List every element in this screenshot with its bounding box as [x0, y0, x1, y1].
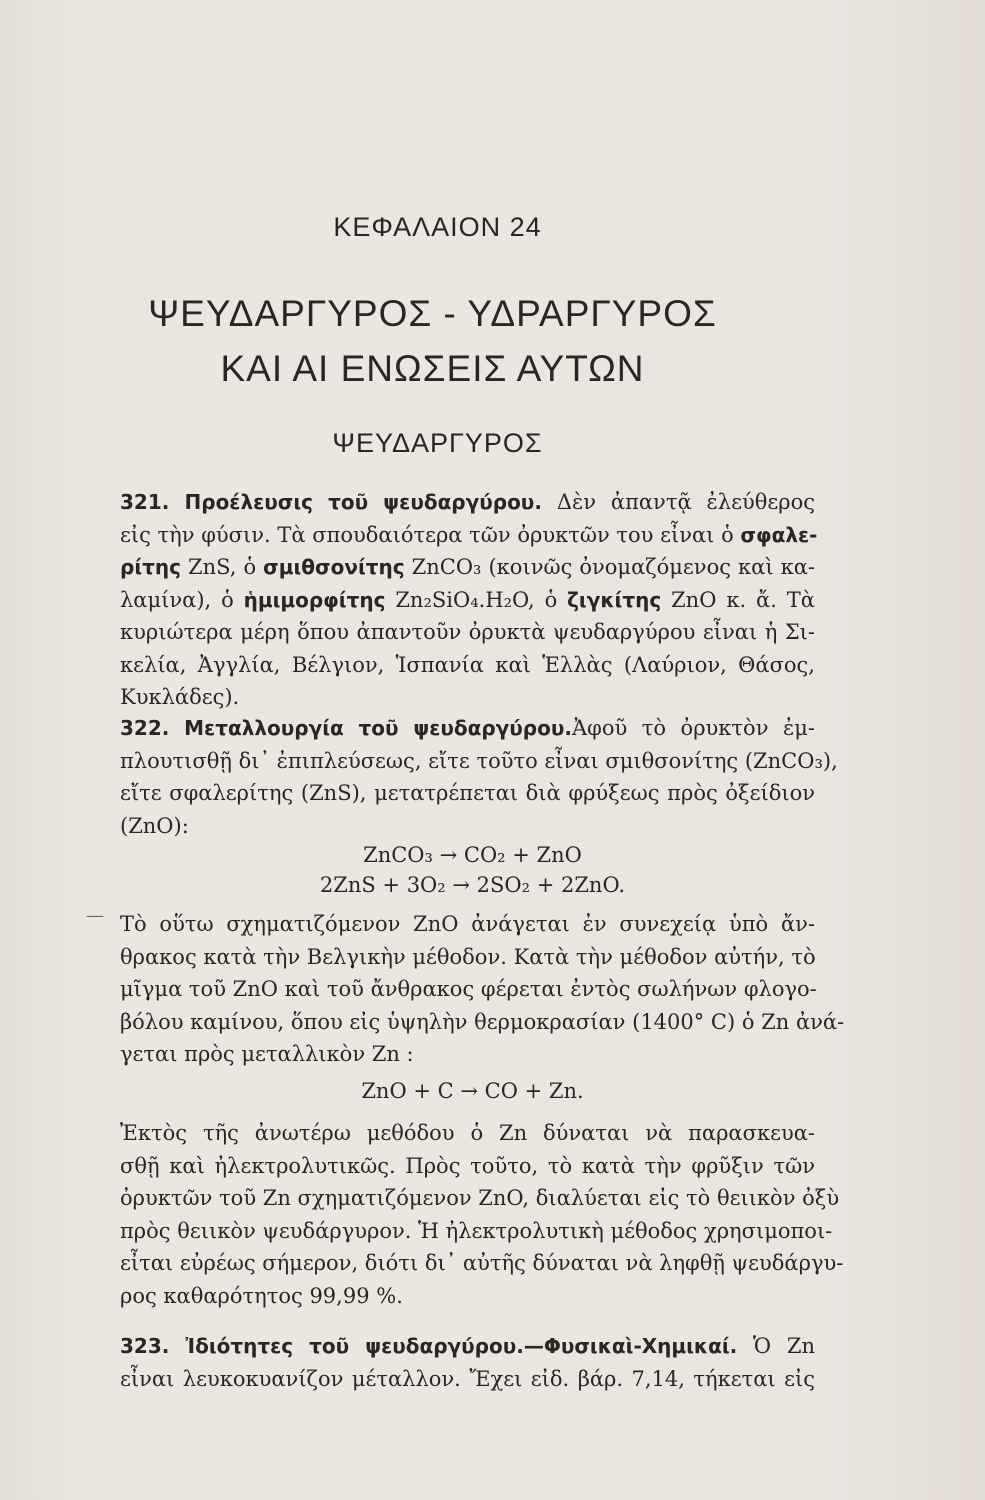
- section-322-heading: 322. Μεταλλουργία τοῦ ψευδαργύρου.: [120, 716, 572, 740]
- equation-3: ZnO + C → CO + Zn.: [361, 1079, 584, 1103]
- chapter-label: ΚΕΦΑΛΑΙΟΝ 24: [333, 212, 542, 242]
- section-321: 321. Προέλευσις τοῦ ψευδαργύρου. Δὲν ἀπαντᾷ ἐλεύθερος εἰς τὴν φύσιν. Τὰ σπουδαιότερα τῶν ὀρυκτῶν του εἶναι ὁ σφαλε- ρίτης ZnS, ὁ σμιθσονίτης ZnCO₃ (κοινῶς ὀνομαζόμενος καὶ κα- λαμίνα), ὁ ἡμιμορφίτης Zn₂SiO₄.H₂O, ὁ ζιγκίτης ZnO κ. ἄ. Τὰ κυριώτερα μέρη ὅπου ἀπαντοῦν ὀρυκτὰ ψευδαργύρου εἶναι ἡ Σι- κελία, Ἀγγλία, Βέλγιον, Ἱσπανία καὶ Ἑλλὰς (Λαύριον, Θάσος, Κυκλάδες).: [120, 490, 818, 709]
- equation-1: ZnCO₃ → CO₂ + ZnO: [363, 843, 582, 867]
- chapter-title-line-1: ΨΕΥΔΑΡΓΥΡΟΣ - ΥΔΡΑΡΓΥΡΟΣ: [148, 293, 717, 334]
- chapter-title-line-2: ΚΑΙ ΑΙ ΕΝΩΣΕΙΣ ΑΥΤΩΝ: [220, 348, 645, 389]
- paragraph-electrolytic: Ἐκτὸς τῆς ἀνωτέρω μεθόδου ὁ Zn δύναται νὰ παρασκευα- σθῇ καὶ ἠλεκτρολυτικῶς. Πρὸς τοῦτο, τὸ κατὰ τὴν φρῦξιν τῶν ὀρυκτῶν τοῦ Zn σχηματιζόμενον ZnO, διαλύεται εἰς τὸ θειικὸν ὀξὺ πρὸς θειικὸν ψευδάργυρον. Ἡ ἠλεκτρολυτικὴ μέθοδος χρησιμοποι- εἶται εὐρέως σήμερον, διότι δι᾽ αὐτῆς δύναται νὰ ληφθῇ ψευδάργυ- ρος καθαρότητος 99,99 %.: [120, 1121, 844, 1308]
- section-subtitle: ΨΕΥΔΑΡΓΥΡΟΣ: [332, 428, 543, 458]
- margin-dash: —: [86, 905, 104, 926]
- paragraph-belgian-method: Τὸ οὕτω σχηματιζόμενον ZnO ἀνάγεται ἐν συνεχείᾳ ὑπὸ ἄν- θρακος κατὰ τὴν Βελγικὴν μέθοδον. Κατὰ τὴν μέθοδον αὐτήν, τὸ μῖγμα τοῦ ZnO καὶ τοῦ ἄνθρακος φέρεται ἐντὸς σωλήνων φλογο- βόλου καμίνου, ὅπου εἰς ὑψηλὴν θερμοκρασίαν (1400° C) ὁ Zn ἀνά- γεται πρὸς μεταλλικὸν Zn :: [120, 912, 845, 1066]
- section-321-heading: 321. Προέλευσις τοῦ ψευδαργύρου.: [120, 490, 542, 514]
- section-323: 323. Ἰδιότητες τοῦ ψευδαργύρου.—Φυσικαὶ-Χημικαί. Ὁ Zn εἶναι λευκοκυανίζον μέταλλον. Ἔχει εἰδ. βάρ. 7,14, τήκεται εἰς: [120, 1334, 815, 1391]
- section-322: 322. Μεταλλουργία τοῦ ψευδαργύρου.Ἀφοῦ τὸ ὀρυκτὸν ἐμ- πλουτισθῇ δι᾽ ἐπιπλεύσεως, εἴτε τοῦτο εἶναι σμιθσονίτης (ZnCO₃), εἴτε σφαλερίτης (ZnS), μετατρέπεται διὰ φρύξεως πρὸς ὀξείδιον (ZnO):: [120, 716, 838, 838]
- section-323-heading: 323. Ἰδιότητες τοῦ ψευδαργύρου.—Φυσικαὶ-Χημικαί.: [120, 1334, 738, 1358]
- equation-2: 2ZnS + 3O₂ → 2SO₂ + 2ZnO.: [319, 873, 626, 897]
